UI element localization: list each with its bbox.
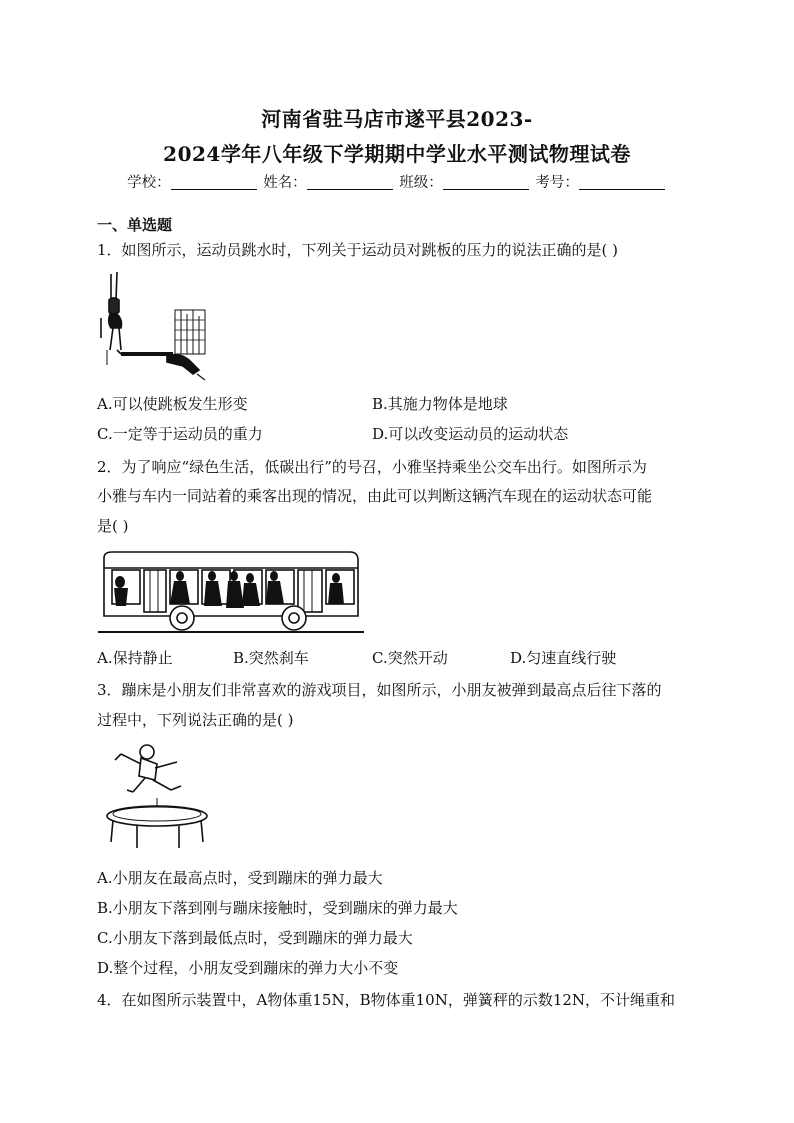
question-3-option-d[interactable]: D.整个过程，小朋友受到蹦床的弹力大小不变 (97, 959, 399, 977)
trampoline-child-figure (97, 740, 221, 856)
number-label: 考号： (535, 175, 579, 191)
question-2-option-d[interactable]: D.匀速直线行驶 (510, 649, 617, 667)
question-2-option-c[interactable]: C.突然开动 (372, 649, 448, 667)
question-1-option-b[interactable]: B.其施力物体是地球 (372, 395, 508, 413)
question-2-line-3: 是( ) (97, 517, 129, 535)
exam-title-line2: 2024学年八年级下学期期中学业水平测试物理试卷 (163, 142, 631, 166)
question-3-option-c[interactable]: C.小朋友下落到最低点时，受到蹦床的弹力最大 (97, 929, 413, 947)
question-3-option-b[interactable]: B.小朋友下落到刚与蹦床接触时，受到蹦床的弹力最大 (97, 899, 458, 917)
student-info-row (0, 171, 794, 192)
section-title: 一、单选题 (97, 216, 173, 234)
question-1-option-a[interactable]: A.可以使跳板发生形变 (97, 395, 248, 413)
question-2-option-b[interactable]: B.突然刹车 (233, 649, 309, 667)
question-3-option-a[interactable]: A.小朋友在最高点时，受到蹦床的弹力最大 (97, 869, 383, 887)
question-4-text: 4．在如图所示装置中，A物体重15N，B物体重10N，弹簧秤的示数12N，不计绳重和 (97, 991, 676, 1009)
school-blank[interactable] (171, 174, 257, 190)
question-2-option-a[interactable]: A.保持静止 (97, 649, 173, 667)
school-label: 学校： (127, 175, 171, 191)
name-blank[interactable] (307, 174, 393, 190)
diver-springboard-figure (97, 270, 209, 385)
question-1-option-d[interactable]: D.可以改变运动员的运动状态 (372, 425, 569, 443)
question-2-line-1: 2．为了响应“绿色生活，低碳出行”的号召，小雅坚持乘坐公交车出行。如图所示为 (97, 458, 647, 476)
question-1-text: 1．如图所示，运动员跳水时，下列关于运动员对跳板的压力的说法正确的是( ) (97, 241, 619, 259)
number-blank[interactable] (579, 174, 665, 190)
exam-title-line1: 河南省驻马店市遂平县2023- (261, 107, 533, 131)
question-2-line-2: 小雅与车内一同站着的乘客出现的情况，由此可以判断这辆汽车现在的运动状态可能 (97, 487, 653, 505)
question-3-line-1: 3．蹦床是小朋友们非常喜欢的游戏项目，如图所示，小朋友被弹到最高点后往下落的 (97, 681, 662, 699)
name-label: 姓名： (263, 175, 307, 191)
question-3-line-2: 过程中，下列说法正确的是( ) (97, 711, 294, 729)
class-blank[interactable] (443, 174, 529, 190)
bus-passengers-figure (98, 548, 366, 634)
class-label: 班级： (399, 175, 443, 191)
question-1-option-c[interactable]: C.一定等于运动员的重力 (97, 425, 263, 443)
